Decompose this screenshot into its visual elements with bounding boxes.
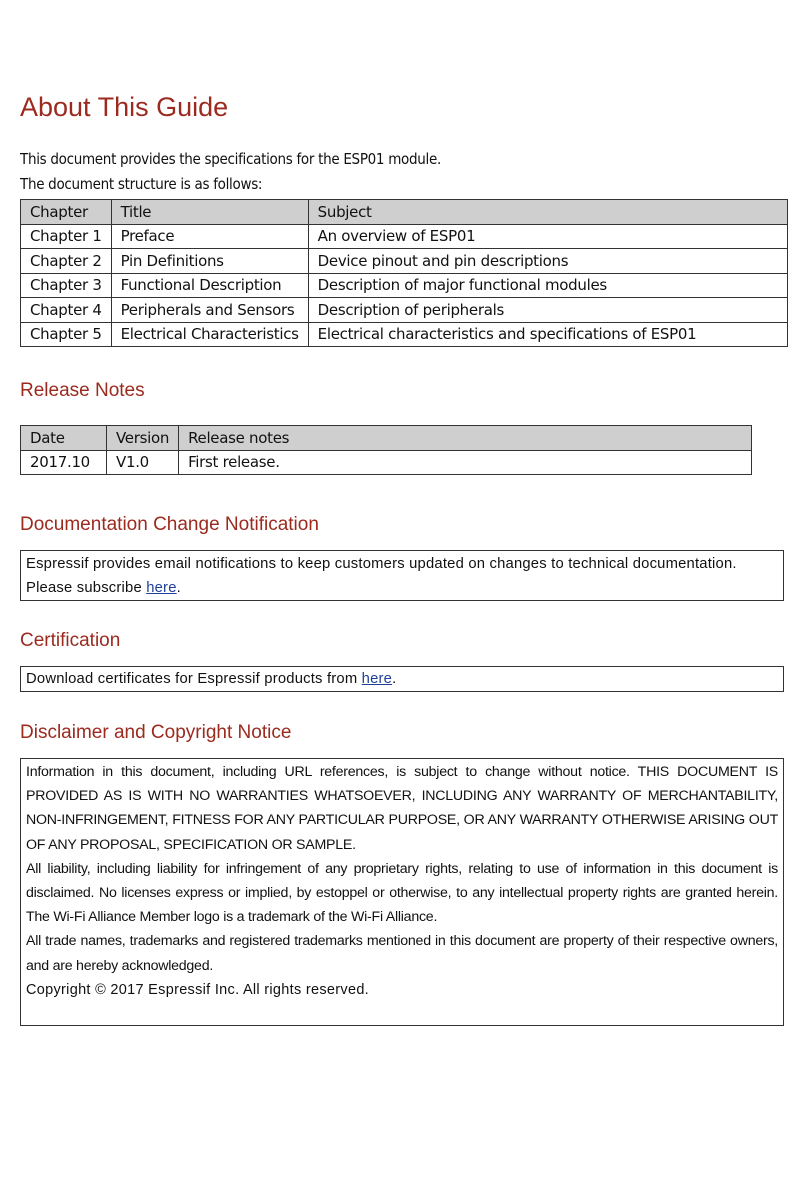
table-row xyxy=(21,273,788,298)
cell-title: Functional Description xyxy=(111,273,308,298)
doc-change-heading: Documentation Change Notification xyxy=(20,514,319,535)
doc-change-text: Espressif provides email notifications to keep customers updated on changes to technical documentation. xyxy=(26,556,737,572)
cell-subject: Description of peripherals xyxy=(308,298,787,323)
subscribe-period: . xyxy=(176,580,181,596)
cell-chapter: Chapter 5 xyxy=(21,322,112,347)
certification-heading: Certification xyxy=(20,630,121,651)
table-row xyxy=(21,450,752,475)
cell-chapter: Chapter 2 xyxy=(21,249,112,274)
cell-chapter: Chapter 1 xyxy=(21,224,112,249)
disclaimer-box xyxy=(20,758,784,1026)
release-notes-heading: Release Notes xyxy=(20,380,145,401)
cell-chapter: Chapter 4 xyxy=(21,298,112,323)
table-row xyxy=(21,298,788,323)
certification-text: Download certificates for Espressif products from xyxy=(26,671,362,687)
subscribe-text: Please subscribe xyxy=(26,580,147,596)
header-release-notes: Release notes xyxy=(179,426,752,451)
cell-subject: Electrical characteristics and specifications of ESP01 xyxy=(308,322,787,347)
structure-table xyxy=(20,199,788,347)
liability-paragraph: All liability, including liability for infringement of any proprietary rights, relating to use of information in this document is disclaimed. No licenses express or implied, by estoppel or otherwise, to any intellectual property rights are granted herein. The Wi-Fi Alliance Member logo is a trademark of the Wi-Fi Alliance. xyxy=(26,860,778,926)
intro-line-2: The document structure is as follows: xyxy=(20,175,263,193)
cell-title: Peripherals and Sensors xyxy=(111,298,308,323)
doc-change-box xyxy=(20,550,784,601)
page-title: About This Guide xyxy=(20,92,229,122)
cell-subject: An overview of ESP01 xyxy=(308,224,787,249)
table-row xyxy=(21,322,788,347)
release-notes-table xyxy=(20,425,752,475)
header-subject: Subject xyxy=(308,200,787,225)
cell-chapter: Chapter 3 xyxy=(21,273,112,298)
certification-link[interactable]: here xyxy=(361,671,393,687)
cell-title: Pin Definitions xyxy=(111,249,308,274)
cell-version: V1.0 xyxy=(107,450,179,475)
cell-notes: First release. xyxy=(179,450,752,475)
header-version: Version xyxy=(107,426,179,451)
table-header-row xyxy=(21,426,752,451)
subscribe-link[interactable]: here xyxy=(146,580,177,596)
disclaimer-paragraph: Information in this document, including URL references, is subject to change without notice. THIS DOCUMENT IS PROVIDED AS IS WITH NO WARRANTIES WHATSOEVER, INCLUDING ANY WARRANTY OF MERCHANTABILITY, NON-INFRINGEMENT, FITNESS FOR ANY PARTICULAR PURPOSE, OR ANY WARRANTY OTHERWISE ARISING OUT OF ANY PROPOSAL, SPECIFICATION OR SAMPLE. xyxy=(26,764,778,853)
certification-box xyxy=(20,666,784,692)
table-header-row xyxy=(21,200,788,225)
cell-subject: Description of major functional modules xyxy=(308,273,787,298)
cell-date: 2017.10 xyxy=(21,450,107,475)
header-date: Date xyxy=(21,426,107,451)
table-row xyxy=(21,249,788,274)
intro-line-1: This document provides the specifications for the ESP01 module. xyxy=(20,150,441,168)
cell-subject: Device pinout and pin descriptions xyxy=(308,249,787,274)
disclaimer-heading: Disclaimer and Copyright Notice xyxy=(20,722,292,743)
doc-change-subscribe-line xyxy=(26,576,778,600)
table-row xyxy=(21,224,788,249)
copyright-line: Copyright © 2017 Espressif Inc. All rights reserved. xyxy=(26,981,370,998)
header-chapter: Chapter xyxy=(21,200,112,225)
certification-period: . xyxy=(392,671,397,687)
cell-title: Electrical Characteristics xyxy=(111,322,308,347)
trademarks-paragraph: All trade names, trademarks and registered trademarks mentioned in this document are property of their respective owners, and are hereby acknowledged. xyxy=(26,933,778,974)
header-title: Title xyxy=(111,200,308,225)
cell-title: Preface xyxy=(111,224,308,249)
